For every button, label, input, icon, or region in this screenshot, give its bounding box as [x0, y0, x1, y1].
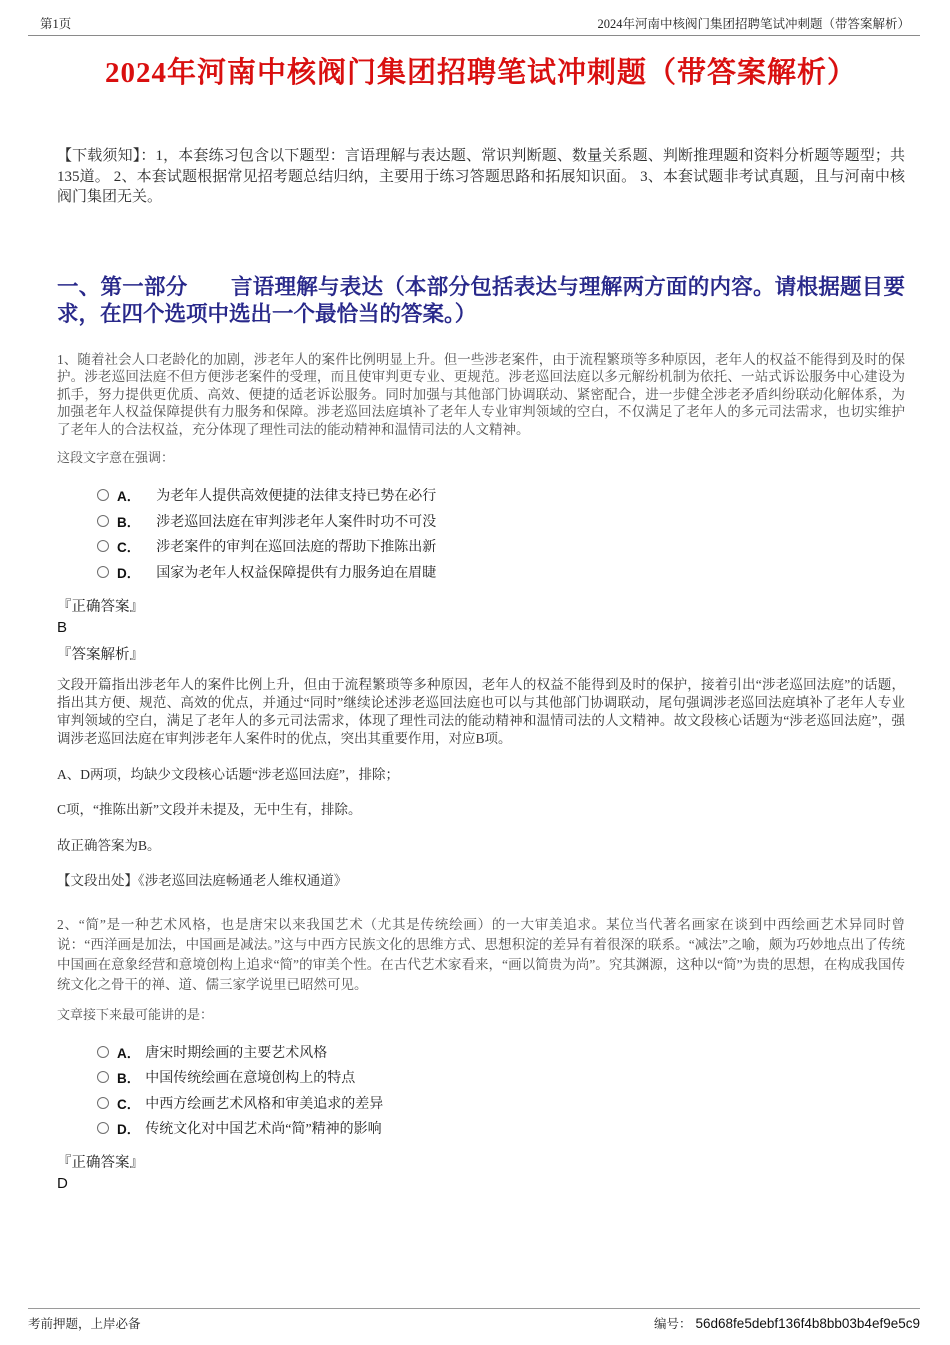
- question-prompt: 文章接下来最可能讲的是：: [57, 1006, 214, 1022]
- option-text: 国家为老年人权益保障提供有力服务迫在眉睫: [156, 565, 437, 581]
- option-label: B．: [117, 1071, 141, 1086]
- option-row: [97, 511, 905, 531]
- option-radio[interactable]: [97, 566, 109, 578]
- footer-serial-value: 56d68fe5debf136f4b8bb03b4ef9e5c9: [695, 1316, 920, 1331]
- footer-slogan: 考前押题，上岸必备: [28, 1317, 141, 1331]
- option-label: D．: [117, 565, 141, 581]
- option-text: 唐宋时期绘画的主要艺术风格: [145, 1045, 328, 1061]
- option-radio[interactable]: [97, 540, 109, 552]
- option-radio[interactable]: [97, 515, 109, 527]
- option-text: 涉老案件的审判在巡回法庭的帮助下推陈出新: [156, 540, 437, 555]
- option-label: C．: [117, 1096, 141, 1112]
- analysis-note-ad: A、D两项，均缺少文段核心话题“涉老巡回法庭”，排除；: [57, 766, 399, 782]
- options-list: [57, 485, 905, 582]
- option-row: [97, 536, 905, 556]
- answer-value: B: [57, 618, 68, 636]
- option-text: 中西方绘画艺术风格和审美追求的差异: [145, 1096, 384, 1112]
- option-row: [97, 1118, 905, 1138]
- answer-label: 『正确答案』: [57, 1155, 144, 1171]
- option-text: 涉老巡回法庭在审判涉老年人案件时功不可没: [156, 514, 437, 530]
- option-row: [97, 1042, 905, 1062]
- answer-label: 『正确答案』: [57, 598, 144, 615]
- footer-serial-label: 编号：: [654, 1317, 692, 1331]
- header-doc-title: 2024年河南中核阀门集团招聘笔试冲刺题（带答案解析）: [597, 17, 910, 31]
- question-prompt: 这段文字意在强调：: [57, 450, 175, 465]
- section-heading: 一、第一部分 言语理解与表达（本部分包括表达与理解两方面的内容。请根据题目要求，在四个选项中选出一个最恰当的答案。）: [57, 274, 905, 326]
- doc-title: 2024年河南中核阀门集团招聘笔试冲刺题（带答案解析）: [104, 57, 857, 89]
- analysis-paragraph: 文段开篇指出涉老年人的案件比例上升，但由于流程繁琐等多种原因，老年人的权益不能得到及时的保护，接着引出“涉老巡回法庭”的话题，指出其方便、规范、高效的优点，并通过“同时”继续论述涉老巡回法庭也可以与其他部门协调联动，尾句强调涉老巡回法庭填补了老年人专业审判领域的空白，满足了老年人的多元司法需求，体现了理性司法的能动精神和温情司法的人文精神。故文段核心话题为“涉老巡回法庭”，强调涉老巡回法庭在审判涉老年人案件时的优点，突出其重要作用，对应B项。: [57, 676, 905, 746]
- question-block-2: [57, 915, 905, 1193]
- page-header: [28, 0, 920, 36]
- analysis-label: 『答案解析』: [57, 646, 144, 663]
- option-label: A．: [117, 1045, 141, 1061]
- option-radio[interactable]: [97, 1122, 109, 1134]
- option-label: D．: [117, 1122, 141, 1137]
- content: [0, 54, 950, 1192]
- option-label: B．: [117, 514, 141, 530]
- option-radio[interactable]: [97, 1071, 109, 1083]
- passage-source: 【文段出处】《涉老巡回法庭畅通老人维权通道》: [57, 872, 348, 888]
- options-list: [57, 1042, 905, 1139]
- option-radio[interactable]: [97, 1046, 109, 1058]
- footer-serial: [654, 1314, 920, 1332]
- option-text: 为老年人提供高效便捷的法律支持已势在必行: [156, 489, 437, 504]
- question-stem: 1、随着社会人口老龄化的加剧，涉老年人的案件比例明显上升。但一些涉老案件，由于流程繁琐等多种原因，老年人的权益不能得到及时的保护。涉老巡回法庭不但方便涉老案件的受理，而且使审判更专业、更规范。涉老巡回法庭以多元解纷机制为依托、一站式诉讼服务中心建设为抓手，努力提供更优质、高效、便捷的适老诉讼服务。同时加强与其他部门协调联动、紧密配合，进一步健全涉老矛盾纠纷联动化解体系，为加强老年人权益保障提供有力服务和保障。涉老巡回法庭填补了老年人专业审判领域的空白，不仅满足了老年人的多元司法需求，也切实维护了老年人的合法权益，充分体现了理性司法的能动精神和温情司法的人文精神。: [57, 351, 905, 437]
- answer-value: D: [57, 1175, 68, 1192]
- option-row: [97, 485, 905, 505]
- option-label: A．: [117, 489, 141, 504]
- option-text: 传统文化对中国艺术尚“简”精神的影响: [145, 1122, 382, 1137]
- question-stem: 2、“简”是一种艺术风格，也是唐宋以来我国艺术（尤其是传统绘画）的一大审美追求。某位当代著名画家在谈到中西绘画艺术异同时曾说：“西洋画是加法，中国画是减法。”这与中西方民族文化的思维方式、思想积淀的差异有着很深的联系。“减法”之喻，颇为巧妙地点出了传统中国画在意象经营和意境创构上追求“简”的审美个性。在古代艺术家看来，“画以简贵为尚”。究其渊源，这种以“简”为贵的思想，在构成我国传统文化之骨干的禅、道、儒三家学说里已昭然可见。: [57, 916, 905, 992]
- answer-conclusion: 故正确答案为B。: [57, 837, 161, 853]
- page-footer: [28, 1308, 920, 1332]
- option-radio[interactable]: [97, 489, 109, 501]
- option-text: 中国传统绘画在意境创构上的特点: [145, 1071, 356, 1086]
- option-label: C．: [117, 540, 141, 555]
- header-page-number: 第1页: [40, 17, 72, 31]
- option-row: [97, 562, 905, 582]
- question-block-1: [57, 351, 905, 889]
- download-notice: 【下载须知】：1，本套练习包含以下题型：言语理解与表达题、常识判断题、数量关系题、判断推理题和资料分析题等题型；共135道。 2、本套试题根据常见招考题总结归纳，主要用于练习答题思路和拓展知识面。 3、本套试题非考试真题，且与河南中核阀门集团无关。: [57, 148, 905, 205]
- analysis-note-c: C项，“推陈出新”文段并未提及，无中生有，排除。: [57, 801, 362, 817]
- option-row: [97, 1093, 905, 1113]
- option-radio[interactable]: [97, 1097, 109, 1109]
- option-row: [97, 1067, 905, 1087]
